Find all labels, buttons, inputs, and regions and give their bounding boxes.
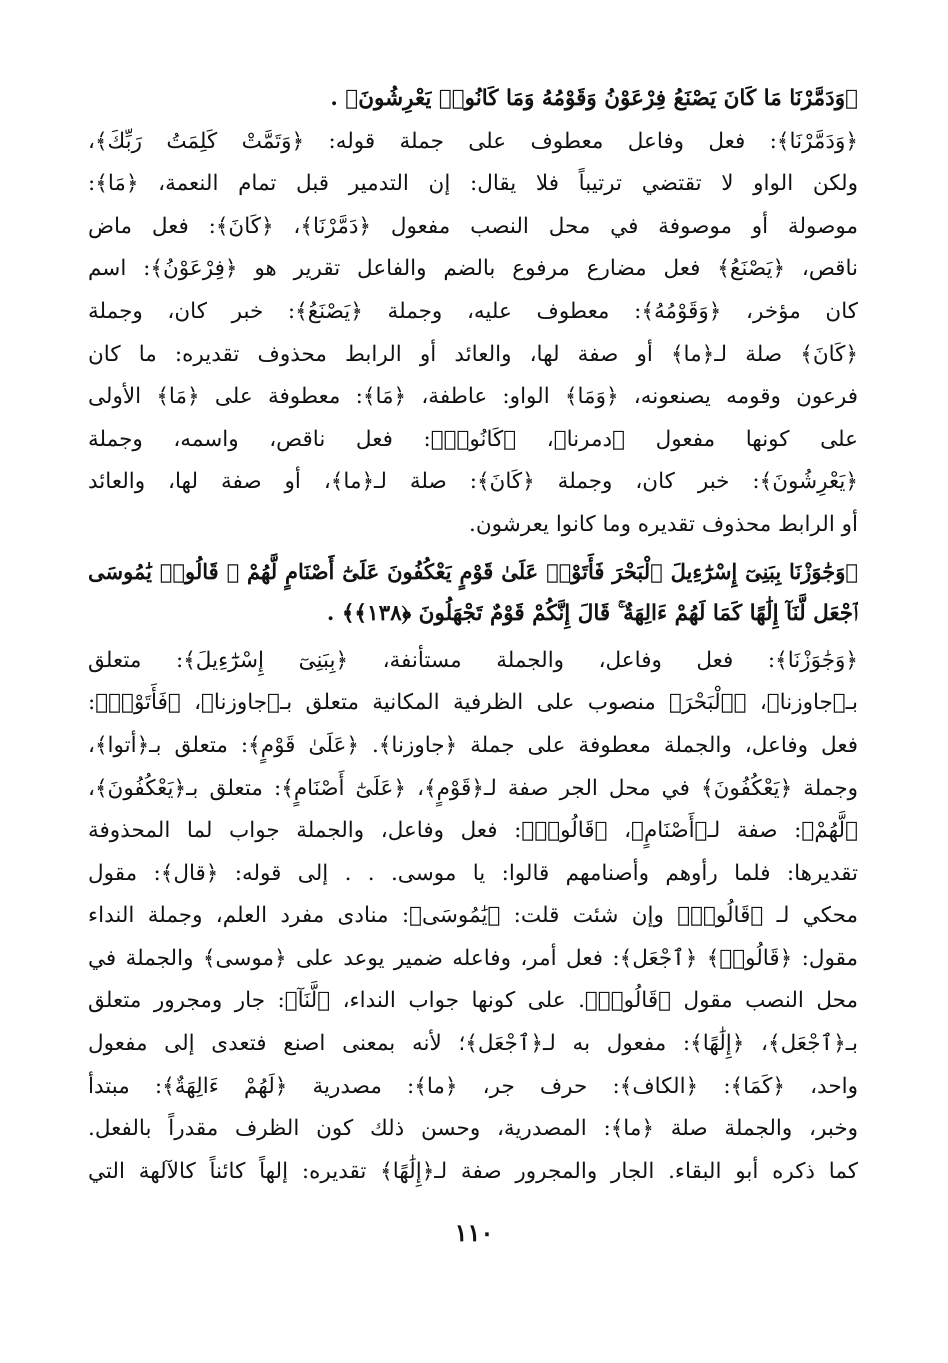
commentary-line: محل النصب مقول ﴿قَالُوا۟﴾. على كونها جواب النداء، ﴿لَّنَآ﴾: جار ومجرور متعلق [88,988,858,1014]
verse-line: ﴿وَدَمَّرْنَا مَا كَانَ يَصْنَعُ فِرْعَوْنُ وَقَوْمُهُ وَمَا كَانُوا۟ يَعْرِشُونَ﴾ . [330,86,858,111]
commentary-line: بـ﴿ٱجْعَل﴾، ﴿إِلَٰهًا﴾: مفعول به لـ﴿ٱجْعَل﴾؛ لأنه بمعنى اصنع فتعدى إلى مفعول [88,1031,858,1057]
commentary-line: على كونها مفعول ﴿دمرنا﴾، ﴿كَانُوا۟﴾: فعل ناقص، واسمه، وجملة [88,426,858,452]
page-number: ١١٠ [454,1218,494,1247]
commentary-line: ﴿وَجَٰوَزْنَا﴾: فعل وفاعل، والجملة مستأنفة، ﴿بِبَنِىٓ إِسْرَٰٓءِيلَ﴾: متعلق [88,647,858,673]
commentary-line: محكي لـ ﴿قَالُوا۟﴾ وإن شئت قلت: ﴿يَٰمُوسَى﴾: منادى مفرد العلم، وجملة النداء [88,903,858,929]
commentary-line: واحد، ﴿كَمَا﴾: ﴿الكاف﴾: حرف جر، ﴿ما﴾: مصدرية ﴿لَهُمْ ءَالِهَةٌ﴾: مبتدأ [88,1073,858,1099]
commentary-block-1 [88,121,858,547]
commentary-line: موصولة أو موصوفة في محل النصب مفعول ﴿دَمَّرْنَا﴾، ﴿كَانَ﴾: فعل ماض [88,213,858,239]
verse-block-2 [88,551,858,636]
commentary-line: كما ذكره أبو البقاء. الجار والمجرور صفة لـ﴿إِلَٰهًا﴾ تقديره: إلهاً كائناً كالآلهة التي [88,1158,858,1184]
commentary-line: ﴿كَانَ﴾ صلة لـ﴿ما﴾ أو صفة لها، والعائد أو الرابط محذوف تقديره: ما كان [88,341,858,367]
commentary-line: ﴿يَعْرِشُونَ﴾: خبر كان، وجملة ﴿كَانَ﴾: صلة لـ﴿ما﴾، أو صفة لها، والعائد [88,469,858,495]
commentary-line: مقول: ﴿قَالُوا۟﴾ ﴿ٱجْعَل﴾: فعل أمر، وفاعله ضمير يوعد على ﴿موسى﴾ والجملة في [88,945,858,971]
commentary-line: ﴿لَّهُمْ﴾: صفة لـ﴿أَصْنَامٍ﴾، ﴿قَالُوا۟﴾: فعل وفاعل، والجملة جواب لما المحذوفة [88,818,858,844]
commentary-line: فعل وفاعل، والجملة معطوفة على جملة ﴿جاوزنا﴾. ﴿عَلَىٰ قَوْمٍ﴾: متعلق بـ﴿أتوا﴾، [88,732,858,758]
commentary-block-2 [88,640,858,1194]
commentary-line: كان مؤخر، ﴿وَقَوْمُهُ﴾: معطوف عليه، وجملة ﴿يَصْنَعُ﴾: خبر كان، وجملة [88,298,858,324]
verse-line: ٱجْعَل لَّنَآ إِلَٰهًا كَمَا لَهُمْ ءَالِهَةٌ ۚ قَالَ إِنَّكُمْ قَوْمٌ تَجْهَلُونَ ﴿١٣٨﴾﴾ . [326,601,858,627]
commentary-line: وجملة ﴿يَعْكُفُونَ﴾ في محل الجر صفة لـ﴿قَوْمٍ﴾، ﴿عَلَىٰٓ أَصْنَامٍ﴾: متعلق بـ﴿يَعْكُفُونَ﴾، [88,775,858,801]
commentary-line: ولكن الواو لا تقتضي ترتيباً فلا يقال: إن التدمير قبل تمام النعمة، ﴿مَا﴾: [88,171,858,197]
commentary-line: ناقص، ﴿يَصْنَعُ﴾ فعل مضارع مرفوع بالضم والفاعل تقرير هو ﴿فِرْعَوْنُ﴾: اسم [88,256,858,282]
commentary-line: أو الرابط محذوف تقديره وما كانوا يعرشون. [469,511,858,537]
commentary-line: فرعون وقومه يصنعونه، ﴿وَمَا﴾ الواو: عاطفة، ﴿مَا﴾: معطوفة على ﴿مَا﴾ الأولى [88,384,858,410]
commentary-line: بـ﴿جاوزنا﴾، ﴿ٱلْبَحْرَ﴾ منصوب على الظرفية المكانية متعلق بـ﴿جاوزنا﴾، ﴿فَأَتَوْا۟﴾: [88,690,858,716]
commentary-line: تقديرها: فلما رأوهم وأصنامهم قالوا: يا موسى. . . إلى قوله: ﴿قال﴾: مقول [88,860,858,886]
verse-line: ﴿وَجَٰوَزْنَا بِبَنِىٓ إِسْرَٰٓءِيلَ ٱلْبَحْرَ فَأَتَوْا۟ عَلَىٰ قَوْمٍ يَعْكُفُونَ عَلَىٰٓ أَصْنَامٍ لَّهُمْ ۚ قَالُوا۟ يَٰمُوسَى [88,558,858,584]
commentary-line: ﴿وَدَمَّرْنَا﴾: فعل وفاعل معطوف على جملة قوله: ﴿وَتَمَّتْ كَلِمَتُ رَبِّكَ﴾، [88,128,858,154]
commentary-line: وخبر، والجملة صلة ﴿ما﴾: المصدرية، وحسن ذلك كون الظرف مقدراً بالفعل. [88,1116,858,1142]
verse-block-1 [88,78,858,121]
